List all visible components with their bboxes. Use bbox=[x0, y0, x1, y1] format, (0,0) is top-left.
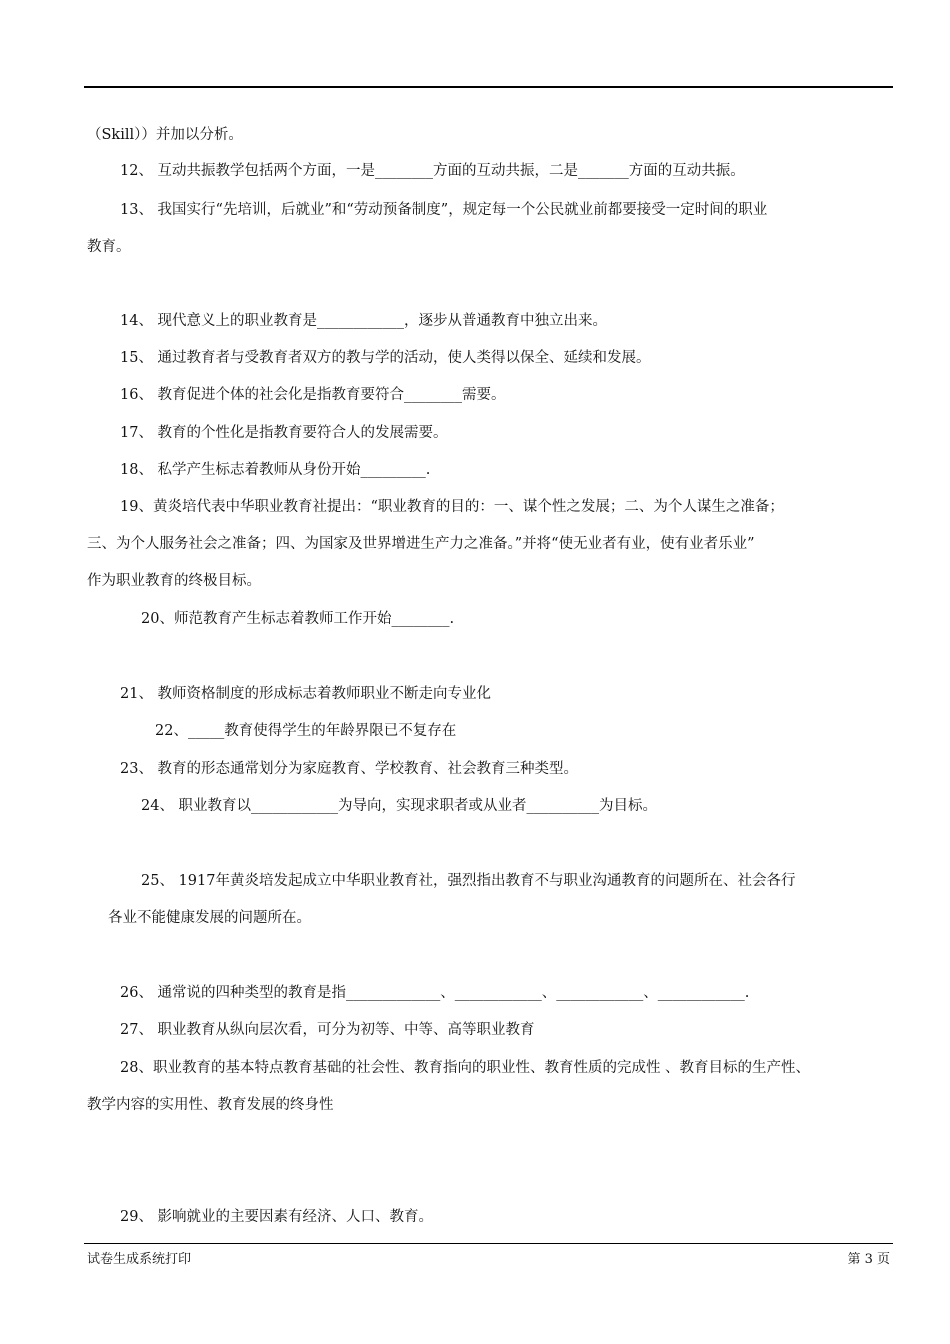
question-14: 14、 现代意义上的职业教育是____________，逐步从普通教育中独立出来。 bbox=[120, 313, 608, 329]
question-13: 13、 我国实行“先培训，后就业”和“劳动预备制度”，规定每一个公民就业前都要接受一定时间的职业 bbox=[120, 202, 768, 218]
question-27: 27、 职业教育从纵向层次看，可分为初等、中等、高等职业教育 bbox=[120, 1022, 535, 1038]
question-25: 25、 1917年黄炎培发起成立中华职业教育社，强烈指出教育不与职业沟通教育的问题所在、社会各行 bbox=[141, 873, 796, 889]
text-line: 教学内容的实用性、教育发展的终身性 bbox=[87, 1097, 334, 1113]
question-22: 22、_____教育使得学生的年龄界限已不复存在 bbox=[155, 723, 457, 739]
footer-rule bbox=[84, 1243, 893, 1244]
text-line: 教育。 bbox=[87, 239, 131, 255]
text-line: 各业不能健康发展的问题所在。 bbox=[108, 910, 311, 926]
question-15: 15、 通过教育者与受教育者双方的教与学的活动，使人类得以保全、延续和发展。 bbox=[120, 350, 651, 366]
question-20: 20、师范教育产生标志着教师工作开始________. bbox=[141, 611, 455, 627]
question-21: 21、 教师资格制度的形成标志着教师职业不断走向专业化 bbox=[120, 686, 492, 702]
question-17: 17、 教育的个性化是指教育要符合人的发展需要。 bbox=[120, 425, 448, 441]
question-18: 18、 私学产生标志着教师从身份开始_________. bbox=[120, 462, 431, 478]
question-19: 19、黄炎培代表中华职业教育社提出：“职业教育的目的：一、谋个性之发展；二、为个人谋生之准备； bbox=[120, 499, 784, 515]
question-16: 16、 教育促进个体的社会化是指教育要符合________需要。 bbox=[120, 387, 506, 403]
question-26: 26、 通常说的四种类型的教育是指_____________、____________、____________、____________. bbox=[120, 985, 750, 1001]
text-line: 三、为个人服务社会之准备；四、为国家及世界增进生产力之准备。”并将“使无业者有业，使有业者乐业” bbox=[87, 536, 755, 552]
question-12: 12、 互动共振教学包括两个方面，一是________方面的互动共振，二是_______方面的互动共振。 bbox=[120, 163, 745, 179]
page-number: 第 3 页 bbox=[847, 1252, 890, 1267]
text-line: （Skill））并加以分析。 bbox=[87, 127, 243, 143]
question-23: 23、 教育的形态通常划分为家庭教育、学校教育、社会教育三种类型。 bbox=[120, 761, 579, 777]
question-29: 29、 影响就业的主要因素有经济、人口、教育。 bbox=[120, 1209, 434, 1225]
header-rule bbox=[84, 86, 893, 88]
footer-print-label: 试卷生成系统打印 bbox=[87, 1252, 192, 1267]
question-24: 24、 职业教育以____________为导向，实现求职者或从业者__________为目标。 bbox=[141, 798, 658, 814]
question-28: 28、职业教育的基本特点教育基础的社会性、教育指向的职业性、教育性质的完成性 、教育目标的生产性、 bbox=[120, 1060, 811, 1076]
text-line: 作为职业教育的终极目标。 bbox=[87, 573, 261, 589]
